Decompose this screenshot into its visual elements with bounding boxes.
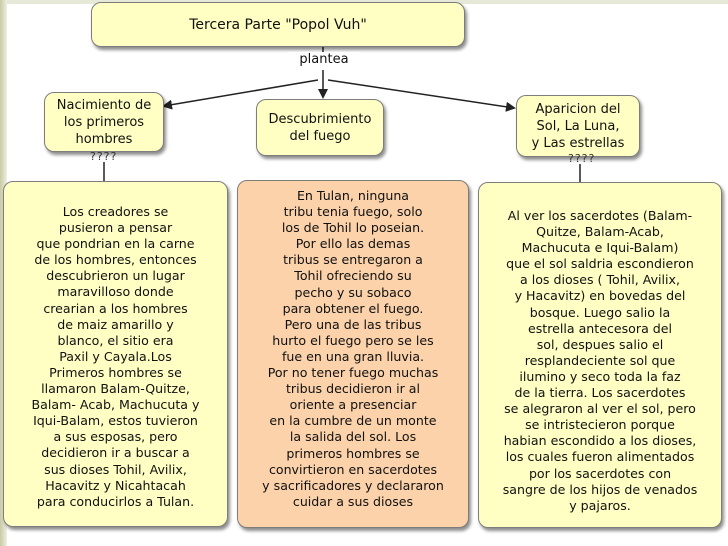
- detail-line: maravilloso donde: [57, 284, 174, 300]
- detail-line: sol, despues salio el: [536, 336, 664, 352]
- detail-line: blanco, el sitio era: [57, 332, 174, 348]
- concept-line: Sol, La Luna,: [536, 118, 620, 134]
- detail-line: hurto el fuego pero se les: [272, 332, 434, 348]
- detail-line: Balam- Acab, Machucuta y: [31, 397, 200, 413]
- detail-line: tribus decidieron ir al: [285, 381, 421, 397]
- detail-line: Quitze, Balam-Acab,: [536, 224, 664, 240]
- detail-line: habian escondido a los dioses,: [503, 433, 697, 449]
- detail-line: de los hombres, entonces: [34, 252, 197, 268]
- concept-line: y Las estrellas: [531, 135, 625, 151]
- detail-line: oriente a presenciar: [289, 397, 417, 413]
- concept-line: Nacimiento de: [56, 97, 152, 113]
- detail-line: a los dioses ( Tohil, Avilix,: [519, 272, 680, 288]
- detail-line: de la tierra. Los sacerdotes: [514, 385, 686, 401]
- detail-line: descubrieron un lugar: [46, 268, 185, 284]
- detail-line: para conducirlos a Tulan.: [36, 493, 195, 509]
- detail-line: sangre de los hijos de venados: [502, 481, 698, 497]
- detail-line: cuidar a sus dioses: [292, 493, 414, 509]
- detail-line: y pajaros.: [569, 497, 631, 513]
- detail-line: la salida del sol. Los: [289, 429, 417, 445]
- detail-line: Al ver los sacerdotes (Balam-: [507, 208, 693, 223]
- detail-line: tribus se entregaron a: [283, 252, 423, 268]
- detail-line: se alegraron al ver el sol, pero: [504, 401, 696, 417]
- detail-node-nacimiento: [3, 181, 228, 527]
- detail-line: Primeros hombres se: [49, 364, 182, 380]
- detail-line: Paxil y Cayala.Los: [59, 348, 172, 364]
- title-node: [91, 2, 465, 47]
- detail-line: Hacavitz y Nicahtacah: [45, 477, 186, 493]
- detail-line: fue en una gran lluvia.: [281, 348, 425, 364]
- detail-line: los de Tohil lo poseian.: [281, 220, 425, 236]
- question-marks: ????: [568, 152, 596, 165]
- detail-line: decidieron ir a buscar a: [41, 445, 190, 461]
- concept-line: Aparicion del: [535, 101, 621, 117]
- detail-line: Por ello las demas: [295, 236, 411, 252]
- detail-line: crearian a los hombres: [43, 300, 188, 316]
- detail-line: tribu tenia fuego, solo: [283, 204, 423, 220]
- detail-node-fuego: [237, 180, 469, 528]
- detail-line: que el sol saldria escondieron: [506, 256, 694, 272]
- detail-line: se intristecieron porque: [525, 417, 675, 433]
- detail-line: resplandeciente sol que: [524, 352, 676, 368]
- detail-line: que pondrian en la carne: [36, 236, 195, 252]
- detail-line: y sacrificadores y declararon: [262, 477, 444, 493]
- concept-line: hombres: [75, 131, 133, 147]
- detail-line: llamaron Balam-Quitze,: [41, 381, 190, 397]
- detail-line: Tohil ofreciendo su: [294, 268, 412, 284]
- concept-node-fuego: [256, 99, 384, 156]
- detail-line: y Hacavitz) en bovedas del: [514, 288, 686, 304]
- detail-line: Los creadores se: [62, 204, 169, 219]
- concept-line: del fuego: [289, 128, 351, 144]
- detail-line: convirtieron en sacerdotes: [268, 461, 438, 477]
- detail-line: a sus esposas, pero: [53, 429, 178, 445]
- concept-node-nacimiento: [44, 92, 164, 152]
- question-marks: ????: [90, 150, 118, 163]
- detail-line: Pero una de las tribus: [284, 316, 422, 332]
- detail-line: Por no tener fuego muchas: [267, 365, 439, 381]
- detail-line: primeros hombres se: [286, 445, 420, 461]
- detail-line: bosque. Luego salio la: [529, 304, 671, 320]
- title-text: Tercera Parte "Popol Vuh": [189, 17, 367, 33]
- detail-line: En Tulan, ninguna: [296, 188, 410, 203]
- detail-line: Machucuta e Iqui-Balam): [521, 240, 679, 256]
- detail-line: Iqui-Balam, estos tuvieron: [33, 413, 198, 429]
- detail-node-aparicion: [478, 182, 722, 528]
- detail-line: estrella antecesora del: [527, 320, 673, 336]
- detail-line: por los sacerdotes con: [528, 465, 672, 481]
- detail-line: en la cumbre de un monte: [269, 413, 437, 429]
- detail-line: sus dioses Tohil, Avilix,: [44, 461, 187, 477]
- detail-line: pusieron a pensar: [58, 220, 173, 236]
- detail-line: pecho y su sobaco: [294, 284, 412, 300]
- concept-node-aparicion: [516, 95, 640, 157]
- link-label-plantea: plantea: [289, 52, 359, 67]
- detail-line: de maiz amarillo y: [57, 316, 174, 332]
- concept-line: los primeros: [63, 114, 145, 130]
- concept-line: Descubrimiento: [268, 111, 372, 127]
- detail-line: para obtener el fuego.: [282, 300, 424, 316]
- detail-line: ilumino y seco toda la faz: [519, 368, 681, 384]
- detail-line: los cuales fueron alimentados: [505, 449, 695, 465]
